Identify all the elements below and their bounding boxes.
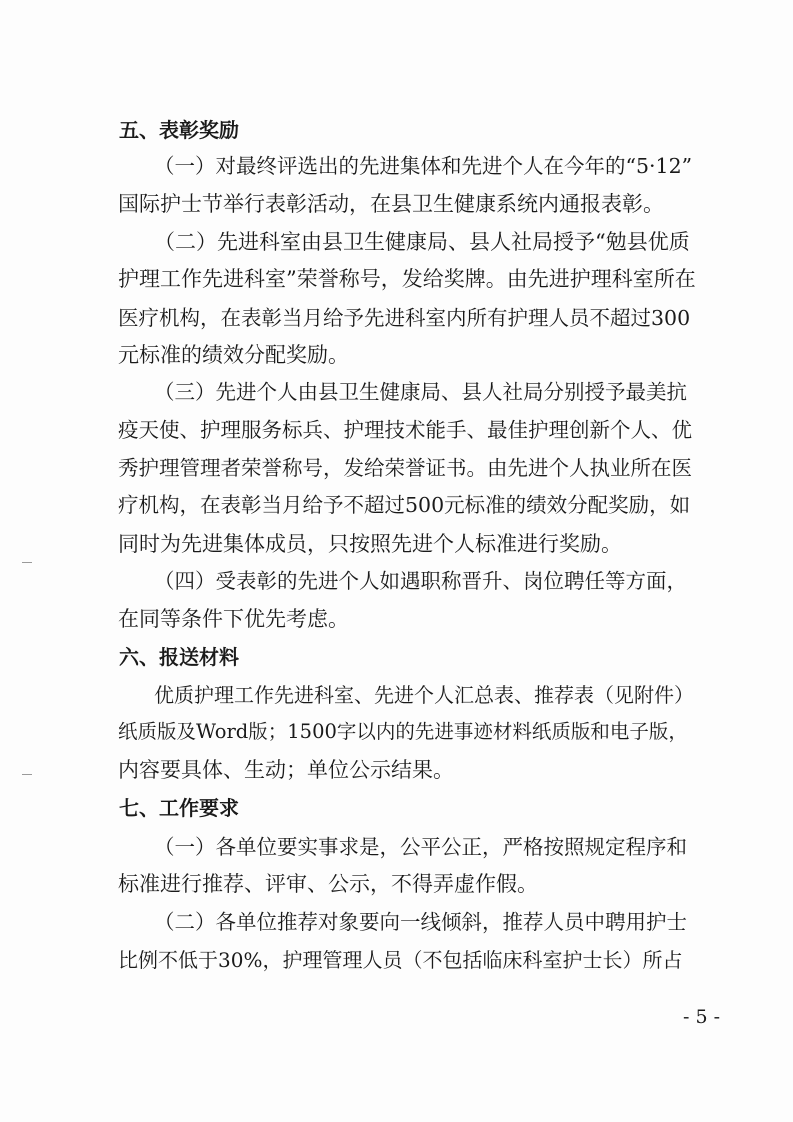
paragraph-line: 标准进行推荐、评审、公示，不得弄虚作假。: [118, 872, 538, 896]
section-heading: 五、表彰奖励: [119, 118, 239, 142]
paragraph-line: 同时为先进集体成员，只按照先进个人标准进行奖励。: [118, 532, 622, 556]
paragraph-line: （三）先进个人由县卫生健康局、县人社局分别授予最美抗: [154, 380, 687, 404]
paragraph-line: 元标准的绩效分配奖励。: [118, 343, 349, 367]
paragraph-line: 纸质版及Word版；1500字以内的先进事迹材料纸质版和电子版，: [118, 720, 688, 743]
section-heading: 七、工作要求: [119, 796, 239, 820]
paragraph-line: （一）各单位要实事求是，公平公正，严格按照规定程序和: [154, 835, 687, 859]
paragraph-line: 医疗机构，在表彰当月给予先进科室内所有护理人员不超过300: [118, 306, 691, 330]
paragraph-line: （二）先进科室由县卫生健康局、县人社局授予“勉县优质: [154, 230, 690, 254]
scan-mark: [22, 774, 32, 775]
scan-mark: [22, 562, 32, 563]
paragraph-line: 优质护理工作先进科室、先进个人汇总表、推荐表（见附件）: [154, 683, 694, 707]
paragraph-line: 护理工作先进科室”荣誉称号，发给奖牌。由先进护理科室所在: [118, 267, 696, 291]
paragraph-line: 疫天使、护理服务标兵、护理技术能手、最佳护理创新个人、优: [118, 418, 692, 442]
paragraph-line: 比例不低于30%，护理管理人员（不包括临床科室护士长）所占: [118, 948, 683, 972]
section-heading: 六、报送材料: [119, 645, 239, 669]
paragraph-line: （四）受表彰的先进个人如遇职称晋升、岗位聘任等方面，: [154, 569, 687, 593]
paragraph-line: 秀护理管理者荣誉称号，发给荣誉证书。由先进个人执业所在医: [118, 456, 692, 480]
page-number: - 5 -: [682, 1006, 720, 1028]
paragraph-line: 疗机构，在表彰当月给予不超过500元标准的绩效分配奖励，如: [118, 493, 691, 517]
paragraph-line: 在同等条件下优先考虑。: [118, 607, 349, 631]
paragraph-line: （二）各单位推荐对象要向一线倾斜，推荐人员中聘用护士: [154, 910, 687, 934]
paragraph-line: （一）对最终评选出的先进集体和先进个人在今年的“5·12”: [154, 154, 693, 178]
paragraph-line: 国际护士节举行表彰活动，在县卫生健康系统内通报表彰。: [118, 192, 664, 216]
paragraph-line: 内容要具体、生动；单位公示结果。: [118, 758, 454, 782]
